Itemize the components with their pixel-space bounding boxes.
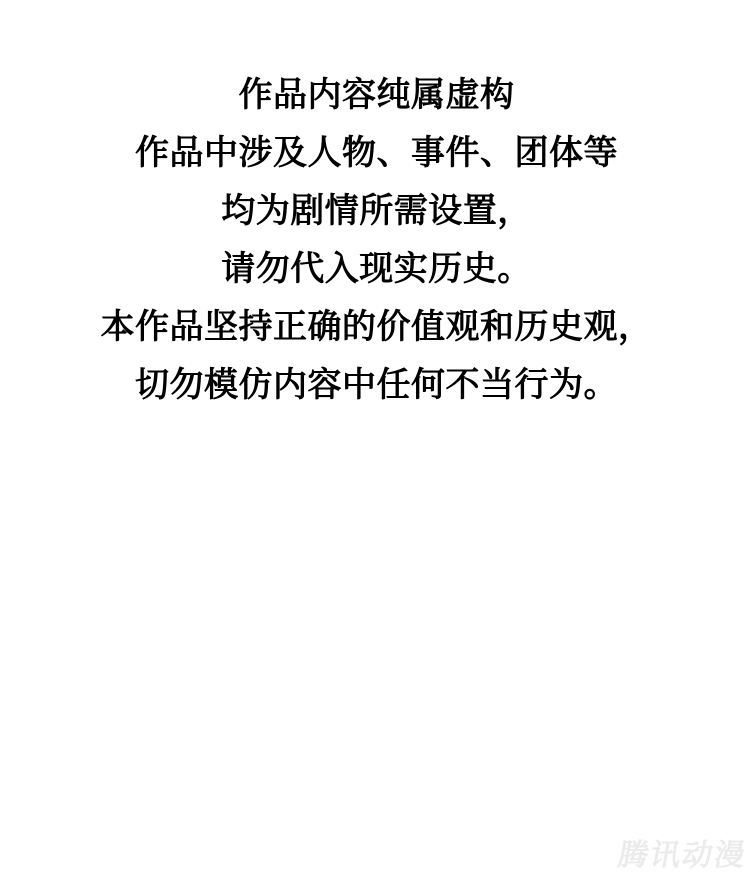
- disclaimer-line-4: 请勿代入现实历史。: [221, 249, 532, 289]
- disclaimer-text-block: [0, 66, 753, 414]
- tencent-comics-watermark: 腾讯动漫: [615, 838, 750, 873]
- disclaimer-line-6: 切勿模仿内容中任何不当行为。: [135, 365, 618, 405]
- disclaimer-line-2: 作品中涉及人物、事件、团体等: [135, 133, 618, 173]
- disclaimer-line-5: 本作品坚持正确的价值观和历史观，: [100, 307, 653, 347]
- disclaimer-line-3: 均为剧情所需设置，: [221, 191, 532, 231]
- disclaimer-line-1: 作品内容纯属虚构: [238, 75, 515, 115]
